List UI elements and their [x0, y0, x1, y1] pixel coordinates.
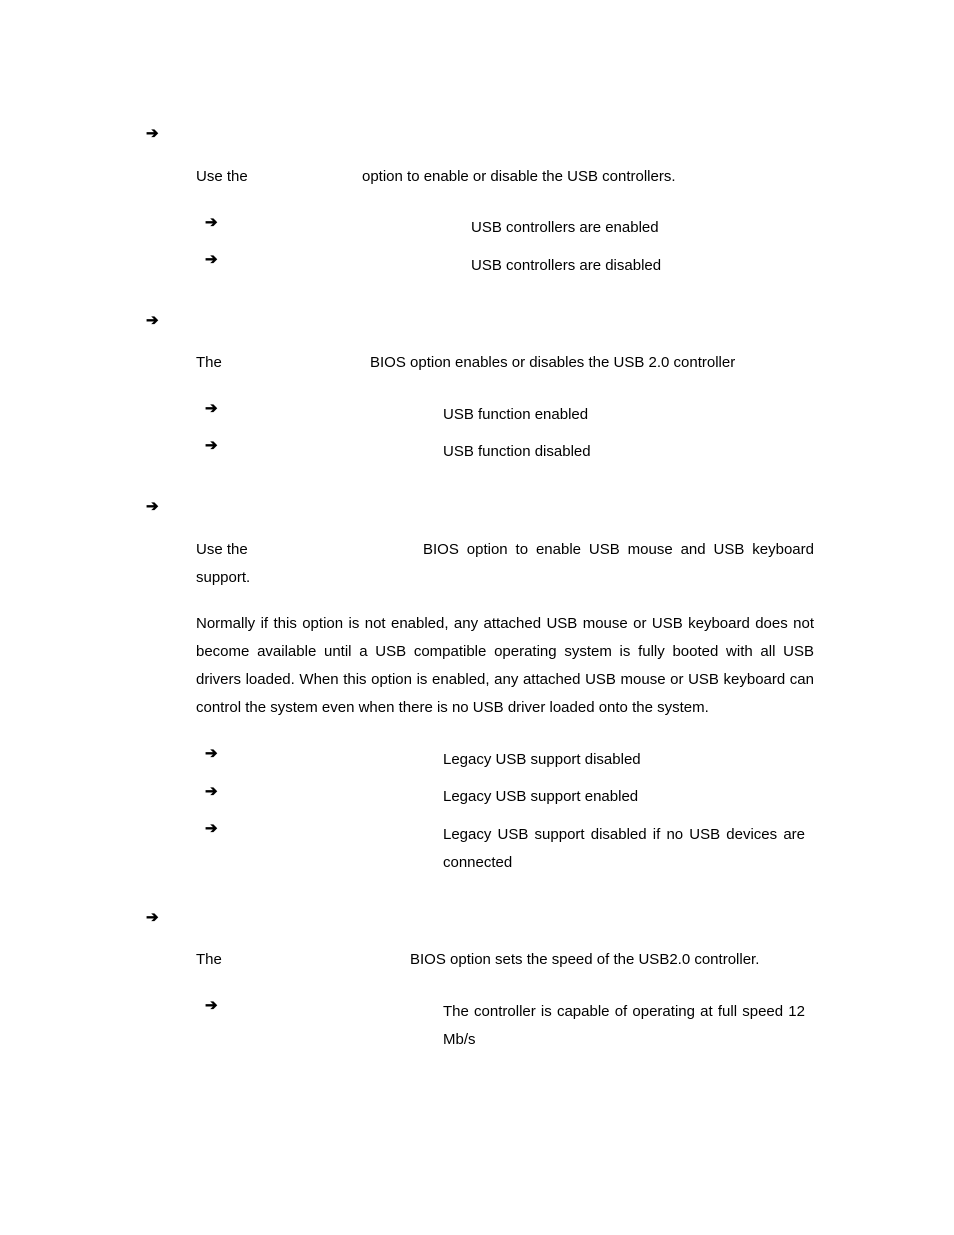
option-description: Legacy USB support disabled if no USB devices are connected [443, 826, 805, 871]
intro-text: BIOS option enables or disables the USB 2.0 controller [370, 354, 736, 371]
intro-text: BIOS option to enable USB mouse and USB keyboard [423, 541, 814, 558]
intro-lead: Use the [196, 168, 248, 185]
section-arrow-icon: ➔ [146, 498, 159, 515]
section-arrow-icon: ➔ [146, 312, 159, 329]
option-description: USB function disabled [443, 443, 591, 460]
option-description: USB controllers are disabled [471, 257, 662, 274]
body-paragraph: Normally if this option is not enabled, any attached USB mouse or USB keyboard does not become available until a USB compatible operating system is fully booted with all USB drivers loaded. When this option is enabled, any attached USB mouse or USB keyboard can control the system even when there is no USB driver loaded onto the system. [196, 615, 814, 716]
section-arrow-icon: ➔ [146, 125, 159, 142]
intro-text: option to enable or disable the USB controllers. [362, 168, 676, 185]
section-arrow-icon: ➔ [146, 909, 159, 926]
intro-lead: The [196, 951, 222, 968]
option-description: USB controllers are enabled [471, 219, 659, 236]
option-arrow-icon: ➔ [205, 251, 218, 268]
option-arrow-icon: ➔ [205, 437, 218, 454]
option-description: Legacy USB support disabled [443, 751, 641, 768]
option-arrow-icon: ➔ [205, 783, 218, 800]
option-description: Legacy USB support enabled [443, 788, 639, 805]
intro-text: BIOS option sets the speed of the USB2.0 controller. [410, 951, 760, 968]
intro-lead: The [196, 354, 222, 371]
option-description: The controller is capable of operating at full speed 12 Mb/s [443, 1003, 805, 1048]
option-arrow-icon: ➔ [205, 820, 218, 837]
option-arrow-icon: ➔ [205, 214, 218, 231]
option-description: USB function enabled [443, 406, 589, 423]
intro-continuation: support. [196, 569, 251, 586]
intro-lead: Use the [196, 541, 248, 558]
option-arrow-icon: ➔ [205, 745, 218, 762]
option-arrow-icon: ➔ [205, 997, 218, 1014]
option-arrow-icon: ➔ [205, 400, 218, 417]
